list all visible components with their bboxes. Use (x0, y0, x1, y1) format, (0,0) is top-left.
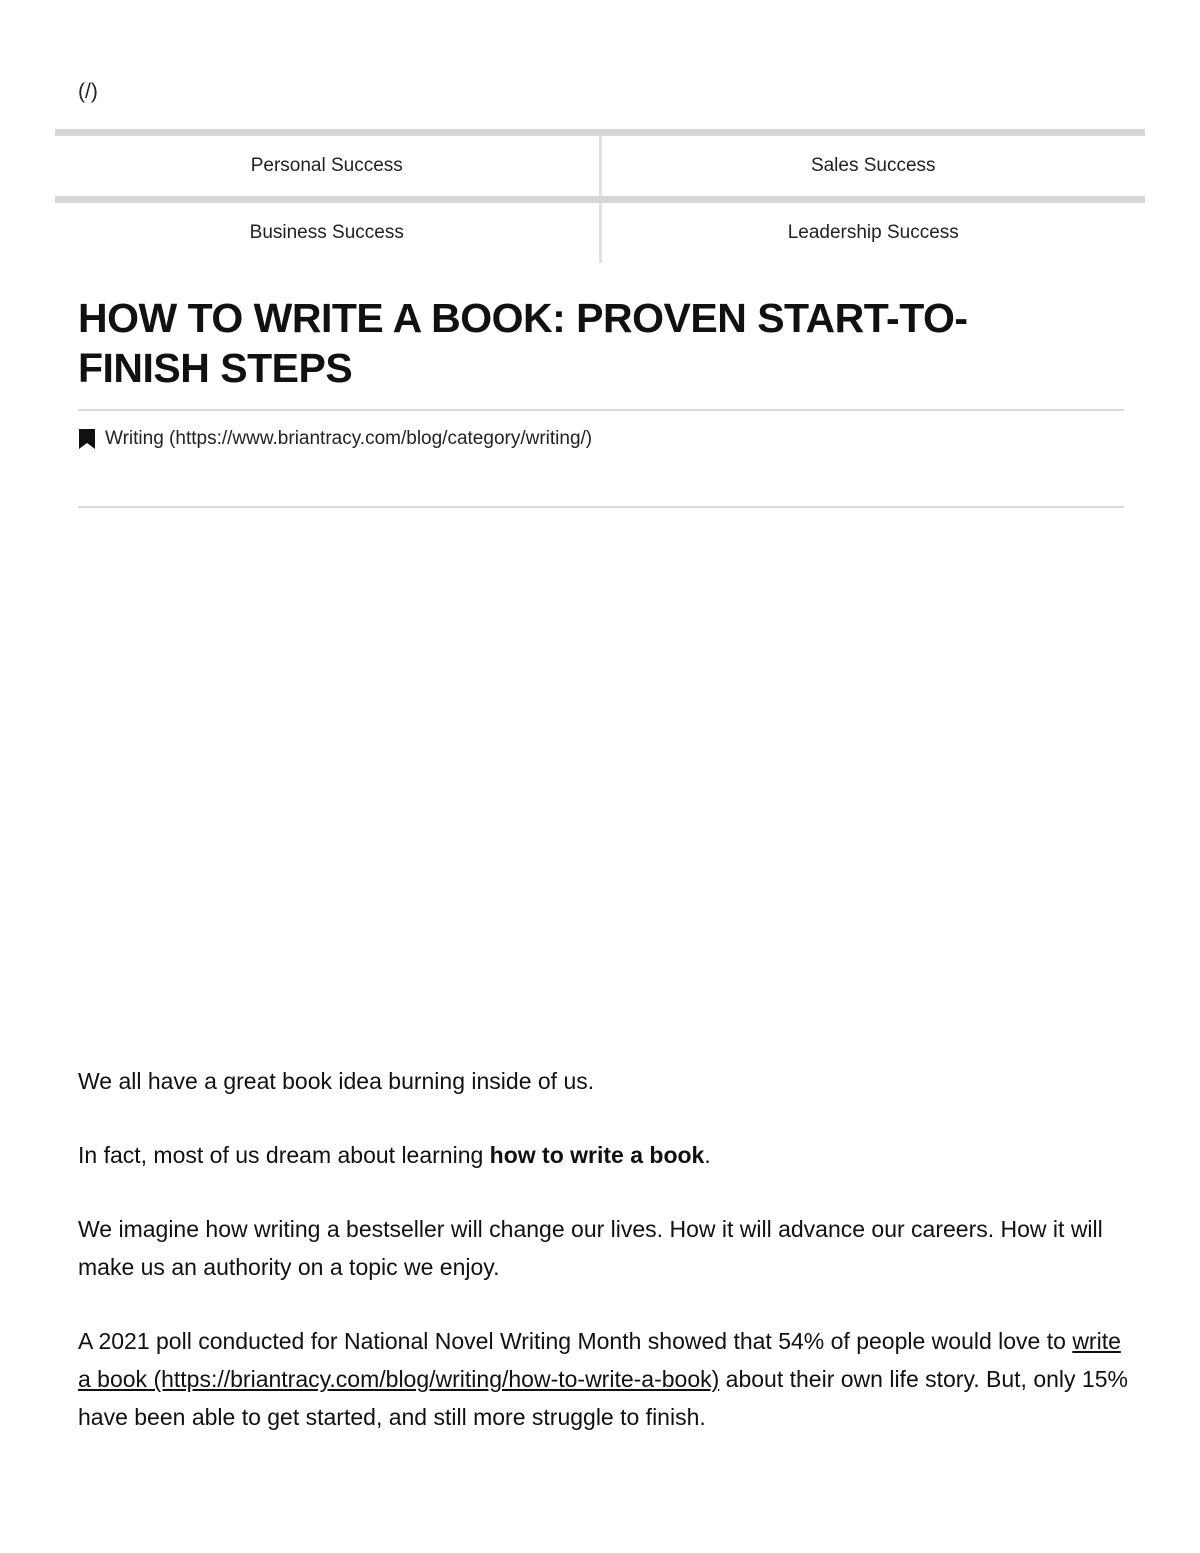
paragraph: We imagine how writing a bestseller will change our lives. How it will advance our careers. How it will make us an authority on a topic we enjoy. (78, 1216, 1103, 1280)
category-label: Writing (https://www.briantracy.com/blog/category/writing/) (105, 428, 593, 449)
nav-personal-success[interactable]: Personal Success (55, 136, 602, 196)
home-link[interactable]: (/) (78, 80, 98, 103)
nav-leadership-success[interactable]: Leadership Success (787, 222, 959, 243)
nav-sales-success[interactable]: Sales Success (810, 155, 936, 176)
paragraph-text: . (704, 1142, 711, 1168)
nav-row (55, 136, 1145, 196)
divider (78, 409, 1124, 411)
page-title: HOW TO WRITE A BOOK: PROVEN START-TO-FINISH STEPS (78, 295, 968, 391)
bold-phrase: how to write a book (489, 1142, 705, 1168)
category-link[interactable] (78, 428, 592, 450)
article-body (78, 1062, 1128, 1472)
write-a-book-link[interactable]: write a book (https://briantracy.com/blog/writing/how-to-write-a-book) (78, 1328, 1121, 1392)
divider (78, 506, 1124, 508)
paragraph (78, 1136, 1128, 1174)
paragraph: We all have a great book idea burning inside of us. (78, 1068, 595, 1094)
nav-row (55, 196, 1145, 263)
category-nav (55, 129, 1145, 263)
nav-business-success[interactable]: Business Success (55, 203, 602, 263)
paragraph-text: In fact, most of us dream about learning (78, 1142, 490, 1168)
paragraph (78, 1322, 1128, 1436)
paragraph-text: A 2021 poll conducted for National Novel Writing Month showed that 54% of people would love to (78, 1328, 1073, 1354)
bookmark-icon (78, 428, 96, 450)
paragraph-text: about their own life story. But, only 15% have been able to get started, and still more struggle to finish. (78, 1366, 1128, 1430)
